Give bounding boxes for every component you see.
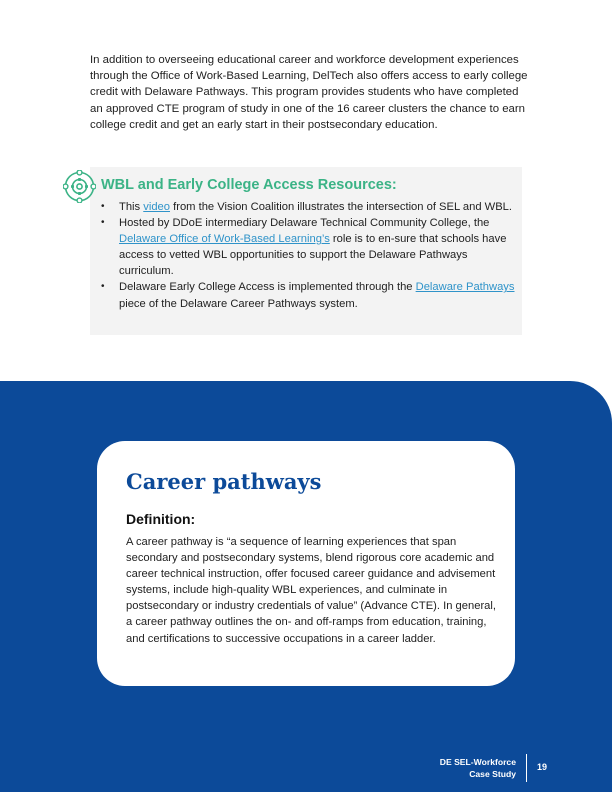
list-item: • Delaware Early College Access is implemented through the Delaware Pathways piece of the Delaware Career Pathways system. bbox=[101, 279, 516, 311]
page-number: 19 bbox=[537, 762, 548, 772]
list-item: • Hosted by DDoE intermediary Delaware Technical Community College, the Delaware Office of Work-Based Learning’s role is to en-sure that schools have access to vetted WBL opportunities to support the Delaware Pathways curriculum. bbox=[101, 215, 516, 279]
footer-label bbox=[440, 756, 516, 780]
video-link[interactable]: video bbox=[143, 201, 170, 213]
card-title: Career pathways bbox=[126, 469, 322, 494]
intro-paragraph: In addition to overseeing educational career and workforce development experiences through the Office of Work-Based Learning, DelTech also offers access to early college credit with Delaware Pathways. This program provides students who have completed an approved CTE program of study in one of the 16 career clusters the chance to earn college credit and get an early start in their postsecondary education. bbox=[90, 54, 528, 131]
gear-network-icon bbox=[63, 170, 96, 203]
delaware-pathways-link[interactable]: Delaware Pathways bbox=[415, 281, 515, 294]
office-wbl-link[interactable]: Delaware Office of Work-Based Learning’s bbox=[119, 233, 330, 246]
card-subheading: Definition: bbox=[126, 511, 196, 527]
card-body: A career pathway is “a sequence of learning experiences that span secondary and postsecondary systems, blend rigorous core academic and career technical instruction, offer focused career guidance and advisement systems, include high-quality WBL experiences, and culminate in postsecondary or industry credentials of value” (Advance CTE). In general, a career pathway outlines the on- and off-ramps from education, training, and certifications to successive occupations in a career ladder. bbox=[126, 536, 496, 645]
list-item: • This video from the Vision Coalition illustrates the intersection of SEL and WBL. bbox=[101, 199, 516, 215]
footer-divider bbox=[526, 754, 527, 782]
resources-heading: WBL and Early College Access Resources: bbox=[101, 177, 397, 193]
footer-line-1: DE SEL-Workforce bbox=[439, 757, 516, 767]
resources-list bbox=[101, 199, 516, 312]
footer-line-2: Case Study bbox=[469, 769, 516, 779]
